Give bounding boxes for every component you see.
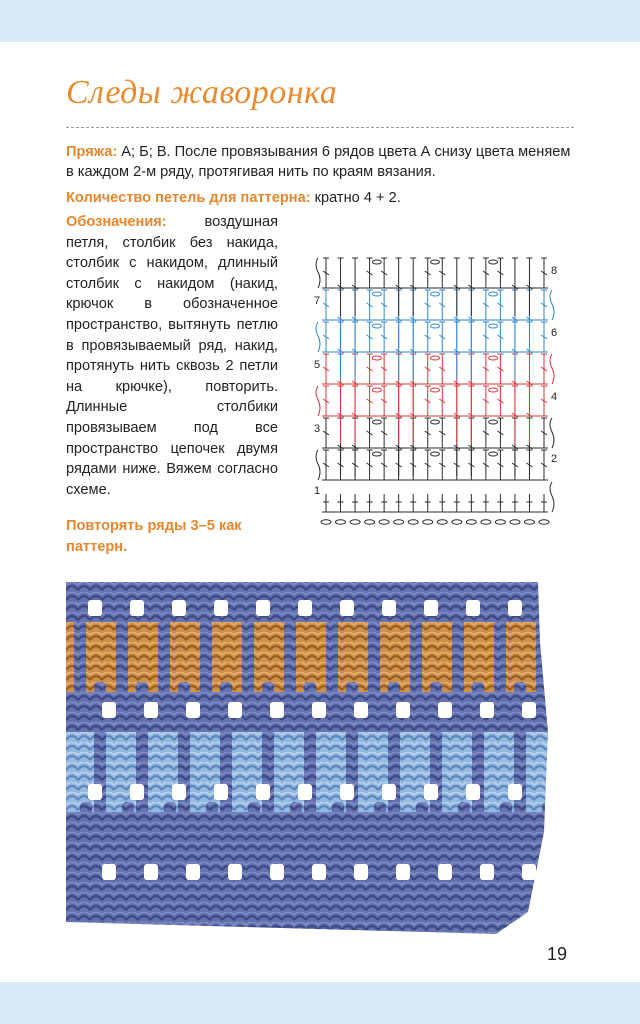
mesh-opening bbox=[396, 864, 410, 880]
chain-stitch bbox=[350, 520, 360, 524]
mesh-opening bbox=[522, 702, 536, 718]
chain-stitch bbox=[423, 520, 433, 524]
chain-stitch bbox=[336, 520, 346, 524]
mesh-opening bbox=[382, 600, 396, 616]
mesh-opening bbox=[256, 600, 270, 616]
yarn-paragraph bbox=[66, 142, 578, 182]
stitch-post bbox=[326, 582, 338, 712]
chain-stitch bbox=[321, 520, 331, 524]
mesh-opening bbox=[270, 702, 284, 718]
stitch-post bbox=[368, 582, 380, 712]
page-title: Следы жаворонка bbox=[66, 74, 338, 111]
mesh-opening bbox=[354, 702, 368, 718]
mesh-opening bbox=[438, 702, 452, 718]
bottom-band bbox=[0, 982, 640, 1024]
turning-chain bbox=[550, 418, 554, 448]
chain-stitch bbox=[365, 520, 375, 524]
mesh-opening bbox=[480, 864, 494, 880]
mesh-opening bbox=[186, 702, 200, 718]
turning-chain bbox=[316, 386, 320, 416]
chain-stitch bbox=[489, 260, 498, 264]
chain-stitch bbox=[510, 520, 520, 524]
chain-stitch bbox=[524, 520, 534, 524]
mesh-opening bbox=[382, 784, 396, 800]
chain-stitch bbox=[489, 292, 498, 296]
chain-stitch bbox=[408, 520, 418, 524]
chain-stitch bbox=[489, 420, 498, 424]
legend-paragraph bbox=[66, 212, 278, 500]
turning-chain bbox=[316, 450, 320, 480]
mesh-opening bbox=[312, 702, 326, 718]
mesh-opening bbox=[172, 600, 186, 616]
turning-chain bbox=[550, 354, 554, 384]
turning-chain bbox=[316, 322, 320, 352]
stitch-post bbox=[74, 582, 86, 712]
chain-stitch bbox=[431, 292, 440, 296]
chain-stitch bbox=[431, 324, 440, 328]
mesh-opening bbox=[508, 600, 522, 616]
row-label-5: 5 bbox=[314, 359, 321, 371]
chain-stitch bbox=[431, 420, 440, 424]
mesh-opening bbox=[340, 784, 354, 800]
yarn-label: Пряжа: bbox=[66, 144, 118, 160]
mesh-opening bbox=[186, 864, 200, 880]
top-band bbox=[0, 0, 640, 42]
title-divider bbox=[66, 127, 574, 128]
stitch-count-label: Количество петель для паттерна: bbox=[66, 190, 311, 206]
stitch-post bbox=[248, 802, 260, 922]
stitch-post bbox=[458, 802, 470, 922]
chain-stitch bbox=[372, 388, 381, 392]
mesh-opening bbox=[466, 600, 480, 616]
chain-stitch bbox=[495, 520, 505, 524]
chain-stitch bbox=[431, 260, 440, 264]
stitch-count-paragraph bbox=[66, 188, 578, 208]
mesh-opening bbox=[214, 784, 228, 800]
yarn-text: А; Б; В. После провязывания 6 рядов цвета А снизу цвета меняем в каждом 2-м ряду, протягивая нить по краям вязания. bbox=[66, 144, 571, 180]
mesh-opening bbox=[102, 864, 116, 880]
row-label-3: 3 bbox=[314, 423, 321, 435]
stitch-count-text: кратно 4 + 2. bbox=[310, 190, 401, 206]
orange-band bbox=[66, 622, 554, 692]
stitch-post bbox=[206, 802, 218, 922]
chain-stitch bbox=[372, 420, 381, 424]
page-number: 19 bbox=[547, 944, 568, 964]
row-label-7: 7 bbox=[314, 295, 321, 307]
stitch-post bbox=[500, 802, 512, 922]
chain-stitch bbox=[466, 520, 476, 524]
stitch-post bbox=[242, 582, 254, 712]
row-label-2: 2 bbox=[551, 453, 558, 465]
mesh-opening bbox=[130, 600, 144, 616]
turning-chain bbox=[550, 290, 554, 320]
mesh-opening bbox=[172, 784, 186, 800]
chain-stitch bbox=[489, 324, 498, 328]
chain-stitch bbox=[539, 520, 549, 524]
chain-stitch bbox=[431, 356, 440, 360]
stitch-post bbox=[494, 582, 506, 712]
chain-stitch bbox=[431, 388, 440, 392]
legend-label: Обозначения: bbox=[66, 214, 167, 230]
chain-stitch bbox=[489, 356, 498, 360]
mesh-opening bbox=[424, 784, 438, 800]
chain-stitch bbox=[394, 520, 404, 524]
chain-stitch bbox=[452, 520, 462, 524]
chain-stitch bbox=[481, 520, 491, 524]
chain-stitch bbox=[489, 388, 498, 392]
stitch-post bbox=[284, 582, 296, 712]
mesh-opening bbox=[424, 600, 438, 616]
stitch-post bbox=[410, 582, 422, 712]
repeat-note: Повторять ряды 3–5 как паттерн. bbox=[66, 518, 242, 555]
mesh-opening bbox=[88, 600, 102, 616]
mesh-opening bbox=[130, 784, 144, 800]
row-label-8: 8 bbox=[551, 265, 558, 277]
chain-stitch bbox=[372, 324, 381, 328]
stitch-post bbox=[452, 582, 464, 712]
turning-chain bbox=[316, 258, 320, 288]
mesh-opening bbox=[228, 702, 242, 718]
mesh-opening bbox=[256, 784, 270, 800]
swatch-photo bbox=[66, 582, 554, 934]
mesh-opening bbox=[298, 600, 312, 616]
stitch-post bbox=[80, 802, 92, 922]
stitch-post bbox=[374, 802, 386, 922]
chain-stitch bbox=[489, 452, 498, 456]
stitch-post bbox=[116, 582, 128, 712]
mesh-opening bbox=[312, 864, 326, 880]
mesh-opening bbox=[102, 702, 116, 718]
mesh-opening bbox=[228, 864, 242, 880]
stitch-post bbox=[290, 802, 302, 922]
chain-stitch bbox=[372, 452, 381, 456]
chart-row-labels-right bbox=[551, 265, 557, 465]
mesh-opening bbox=[438, 864, 452, 880]
chain-stitch bbox=[372, 292, 381, 296]
chain-stitch bbox=[431, 452, 440, 456]
mesh-opening bbox=[144, 702, 158, 718]
row-label-4: 4 bbox=[551, 391, 558, 403]
row-label-6: 6 bbox=[551, 327, 558, 339]
turning-chain bbox=[550, 482, 554, 512]
mesh-opening bbox=[396, 702, 410, 718]
mesh-opening bbox=[270, 864, 284, 880]
mesh-opening bbox=[214, 600, 228, 616]
mesh-opening bbox=[340, 600, 354, 616]
stitch-post bbox=[158, 582, 170, 712]
chain-stitch bbox=[372, 356, 381, 360]
mesh-opening bbox=[522, 864, 536, 880]
mesh-opening bbox=[298, 784, 312, 800]
stitch-post bbox=[122, 802, 134, 922]
mesh-opening bbox=[480, 702, 494, 718]
mesh-opening bbox=[88, 784, 102, 800]
stitch-post bbox=[416, 802, 428, 922]
chain-stitch bbox=[379, 520, 389, 524]
chain-stitch bbox=[372, 260, 381, 264]
mesh-opening bbox=[144, 864, 158, 880]
crochet-chart bbox=[306, 240, 574, 532]
mesh-opening bbox=[466, 784, 480, 800]
mesh-opening bbox=[354, 864, 368, 880]
stitch-post bbox=[200, 582, 212, 712]
legend-text: воздушная петля, столбик без накида, столбик с накидом, длинный столбик с накидом (накид, крючок в обозначенное пространство, вытянуть петлю в провязываемый ряд, накид, протянуть нить сквозь 2 петли на крючке), повторить. Длинные столбики провязываем под все пространство цепочек двумя рядами ниже. Вяжем согласно схеме. bbox=[66, 214, 278, 498]
row-label-1: 1 bbox=[314, 485, 321, 497]
stitch-post bbox=[164, 802, 176, 922]
mesh-opening bbox=[508, 784, 522, 800]
chain-stitch bbox=[437, 520, 447, 524]
stitch-post bbox=[332, 802, 344, 922]
